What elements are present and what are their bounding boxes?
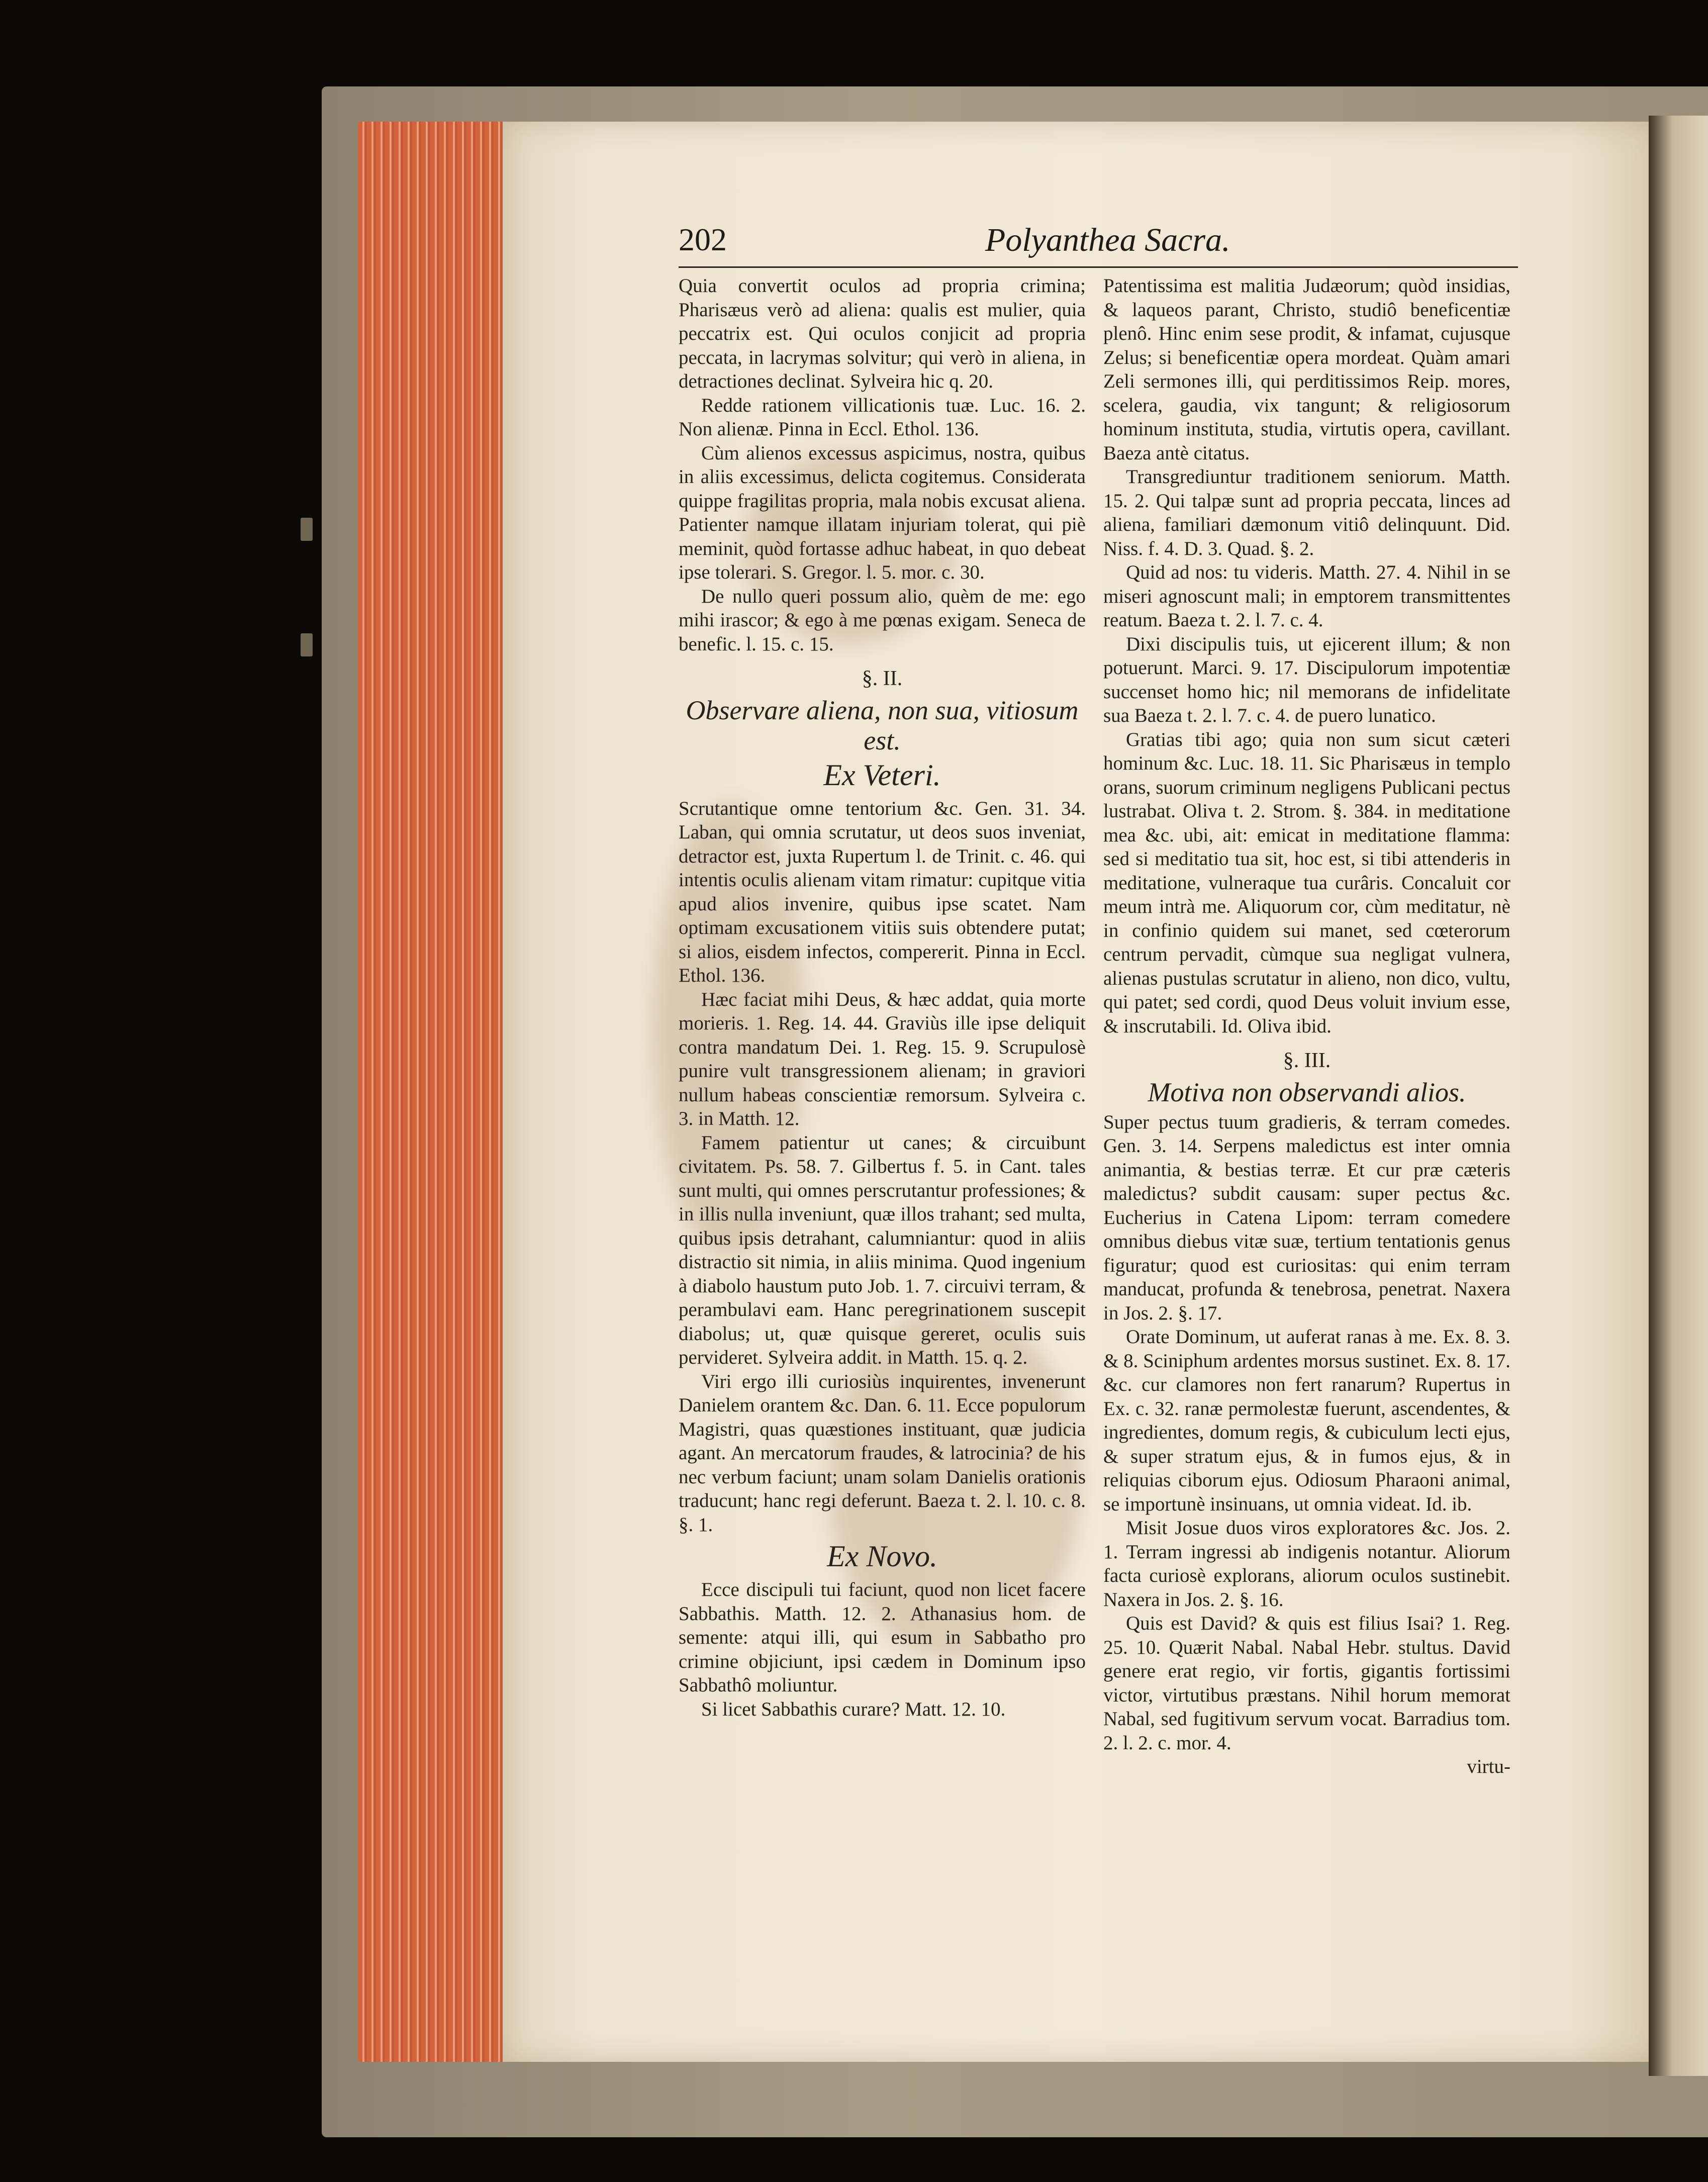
subheading-new: Ex Novo. — [827, 1540, 937, 1573]
section-title: Observare aliena, non sua, vitiosum est. — [686, 695, 1079, 755]
clasp-top — [301, 518, 313, 541]
paragraph: Misit Josue duos viros exploratores &c. Jos. 2. 1. Terram ingressi ab indigenis notantur. Aliorum facta curiosè explorans, aliorum oculos sustinebit. Naxera in Jos. 2. §. 16. — [1103, 1517, 1510, 1610]
subheading-old: Ex Veteri. — [823, 758, 941, 792]
section-title: Motiva non observandi alios. — [1148, 1077, 1466, 1107]
page-number: 202 — [679, 222, 727, 257]
paragraph: Quia convertit oculos ad propria crimina; Pharisæus verò ad aliena: qualis est mulier, quia peccatrix est. Qui oculos conjicit ad propria peccata, in lacrymas solvitur; qui verò in aliena, in detractiones declinat. Sylveira hic q. 20. — [679, 275, 1086, 392]
paragraph: Ecce discipuli tui faciunt, quod non licet facere Sabbathis. Matth. 12. 2. Athanasius hom. de semente: atqui illi, qui esum in Sabbatho pro crimine objiciunt, ipsi cædem in Dominum ipso Sabbathô moliuntur. — [679, 1579, 1086, 1696]
paragraph: Gratias tibi ago; quia non sum sicut cæteri hominum &c. Luc. 18. 11. Sic Pharisæus in templo orans, suorum criminum negligens Publicani pectus lustrabat. Oliva t. 2. Strom. §. 384. in meditatione mea &c. ubi, ait: emicat in meditatione flamma: sed si meditatio tua sit, hoc est, si tibi attenderis in meditatione, vulneraque tua curâris. Concaluit cor meum intrà me. Aliquorum cor, cùm meditatur, nè in confinio quidem sui manet, sed cœterorum centrum pervadit, cùmque sua negligat vulnera, alienas pustulas scrutatur in alieno, non dico, vultu, qui patet; sed cordi, quod Deus voluit invium esse, & inscrutabili. Id. Oliva ibid. — [1103, 728, 1510, 1037]
paragraph: De nullo queri possum alio, quèm de me: ego mihi irascor; & ego à me pœnas exigam. Seneca de benefic. l. 15. c. 15. — [679, 585, 1086, 655]
section-mark: §. III. — [1283, 1049, 1331, 1072]
left-column — [679, 274, 1086, 1721]
paragraph: Transgrediuntur traditionem seniorum. Matth. 15. 2. Qui talpæ sunt ad propria peccata, linces ad aliena, familiari dæmonum vitiô delinquunt. Did. Niss. f. 4. D. 3. Quad. §. 2. — [1103, 466, 1510, 559]
page-edges — [358, 122, 509, 2062]
paragraph: Cùm alienos excessus aspicimus, nostra, quibus in aliis excessimus, delicta cogitemus. Considerata quippe fragilitas propria, mala nobis excusat aliena. Patienter namque illatam injuriam tolerat, qui piè meminit, quòd fortasse adhuc habeat, in quo debeat ipse tolerari. S. Gregor. l. 5. mor. c. 30. — [679, 442, 1086, 583]
section-mark: §. II. — [862, 667, 903, 690]
paragraph: Super pectus tuum gradieris, & terram comedes. Gen. 3. 14. Serpens maledictus est inter omnia animantia, & bestias terræ. Et cur præ cæteris maledictus? subdit causam: super pectus &c. Eucherius in Catena Lipom: terram comedere omnibus diebus vitæ suæ, tertium tentationis genus figuratur; quod est curiositas: qui enim terram manducat, profunda & tenebrosa, penetrat. Naxera in Jos. 2. §. 17. — [1103, 1111, 1510, 1324]
paragraph: Viri ergo illi curiosiùs inquirentes, invenerunt Danielem orantem &c. Dan. 6. 11. Ecce populorum Magistri, quas quæstiones instituant, quæ judicia agant. An mercatorum fraudes, & latrocinia? de his nec verbum faciunt; unam solam Danielis orationis traducunt; hanc regi deferunt. Baeza t. 2. l. 10. c. 8. §. 1. — [679, 1370, 1086, 1536]
paragraph: Si licet Sabbathis curare? Matt. 12. 10. — [701, 1698, 1006, 1720]
running-title: Polyanthea Sacra. — [985, 222, 1230, 258]
clasp-bottom — [301, 633, 313, 656]
paragraph: Famem patientur ut canes; & circuibunt civitatem. Ps. 58. 7. Gilbertus f. 5. in Cant. tales sunt multi, qui omnes perscrutantur professiones; & in illis nulla inveniunt, quæ illos trahant; sed multa, quibus ipsis detrahant, calumniantur: quod in aliis distractio sit nimia, in aliis minima. Quod ingenium à diabolo haustum puto Job. 1. 7. circuivi terram, & perambulavi eam. Hanc peregrinationem suscepit diabolus; ut, quæ quisque gereret, oculis suis pervideret. Sylveira addit. in Matth. 15. q. 2. — [679, 1131, 1086, 1368]
page-header — [679, 221, 1518, 268]
paragraph: Orate Dominum, ut auferat ranas à me. Ex. 8. 3. & 8. Sciniphum ardentes morsus sustinet. Ex. 8. 17. &c. cur clamores non fert ranarum? Rupertus in Ex. c. 32. ranæ permolestæ fuerunt, ascendentes, & ingredientes, domum regis, & cubiculum lecti ejus, & super stratum ejus, & in fumos ejus, & in reliquias ciborum ejus. Odiosum Pharaoni animal, se importunè insinuans, ut omnia videat. Id. ib. — [1103, 1326, 1510, 1515]
facing-page-edge — [1649, 116, 1708, 2076]
paragraph: Hæc faciat mihi Deus, & hæc addat, quia morte morieris. 1. Reg. 14. 44. Graviùs ille ipse deliquit contra mandatum Dei. 1. Reg. 15. 9. Scrupulosè punire vult transgressionem alienam; in graviori nullum habeas conscientiæ remorsum. Sylveira c. 3. in Matth. 12. — [679, 988, 1086, 1129]
catchword: virtu- — [1467, 1756, 1510, 1777]
paragraph: Scrutantique omne tentorium &c. Gen. 31. 34. Laban, qui omnia scrutatur, ut deos suos inveniat, detractor est, juxta Rupertum l. de Trinit. c. 46. qui intentis oculis alienam vitam rimatur: cupitque vitia apud alios invenire, quibus ipse scatet. Nam optimam excusationem vitiis suis obtendere putat; si alios, eisdem infectos, compererit. Pinna in Eccl. Ethol. 136. — [679, 797, 1086, 986]
paragraph: Patentissima est malitia Judæorum; quòd insidias, & laqueos parant, Christo, studiô beneficentiæ plenô. Hinc enim sese prodit, & infamat, cujusque Zelus; si beneficentiæ opera mordeat. Quàm amari Zeli sermones illi, qui perditissimos Reip. mores, scelera, gaudia, vix tangunt; & religiosorum hominum instituta, studia, virtutis opera, cavillant. Baeza antè citatus. — [1103, 275, 1510, 464]
paragraph: Quid ad nos: tu videris. Matth. 27. 4. Nihil in se miseri agnoscunt mali; in emptorem transmittentes reatum. Baeza t. 2. l. 7. c. 4. — [1103, 561, 1510, 631]
right-column — [1103, 274, 1510, 1779]
paragraph: Quis est David? & quis est filius Isai? 1. Reg. 25. 10. Quærit Nabal. Nabal Hebr. stultus. David genere erat regio, vir fortis, gigantis fortissimi victor, virtutibus præstans. Nihil horum memorat Nabal, sed fugitivum servum vocat. Barradius tom. 2. l. 2. c. mor. 4. — [1103, 1612, 1510, 1754]
paragraph: Dixi discipulis tuis, ut ejicerent illum; & non potuerunt. Marci. 9. 17. Discipulorum impotentiæ succenset homo hic; nil memorans de infidelitate sua Baeza t. 2. l. 7. c. 4. de puero lunatico. — [1103, 633, 1510, 726]
paragraph: Redde rationem villicationis tuæ. Luc. 16. 2. Non alienæ. Pinna in Eccl. Ethol. 136. — [679, 394, 1086, 440]
